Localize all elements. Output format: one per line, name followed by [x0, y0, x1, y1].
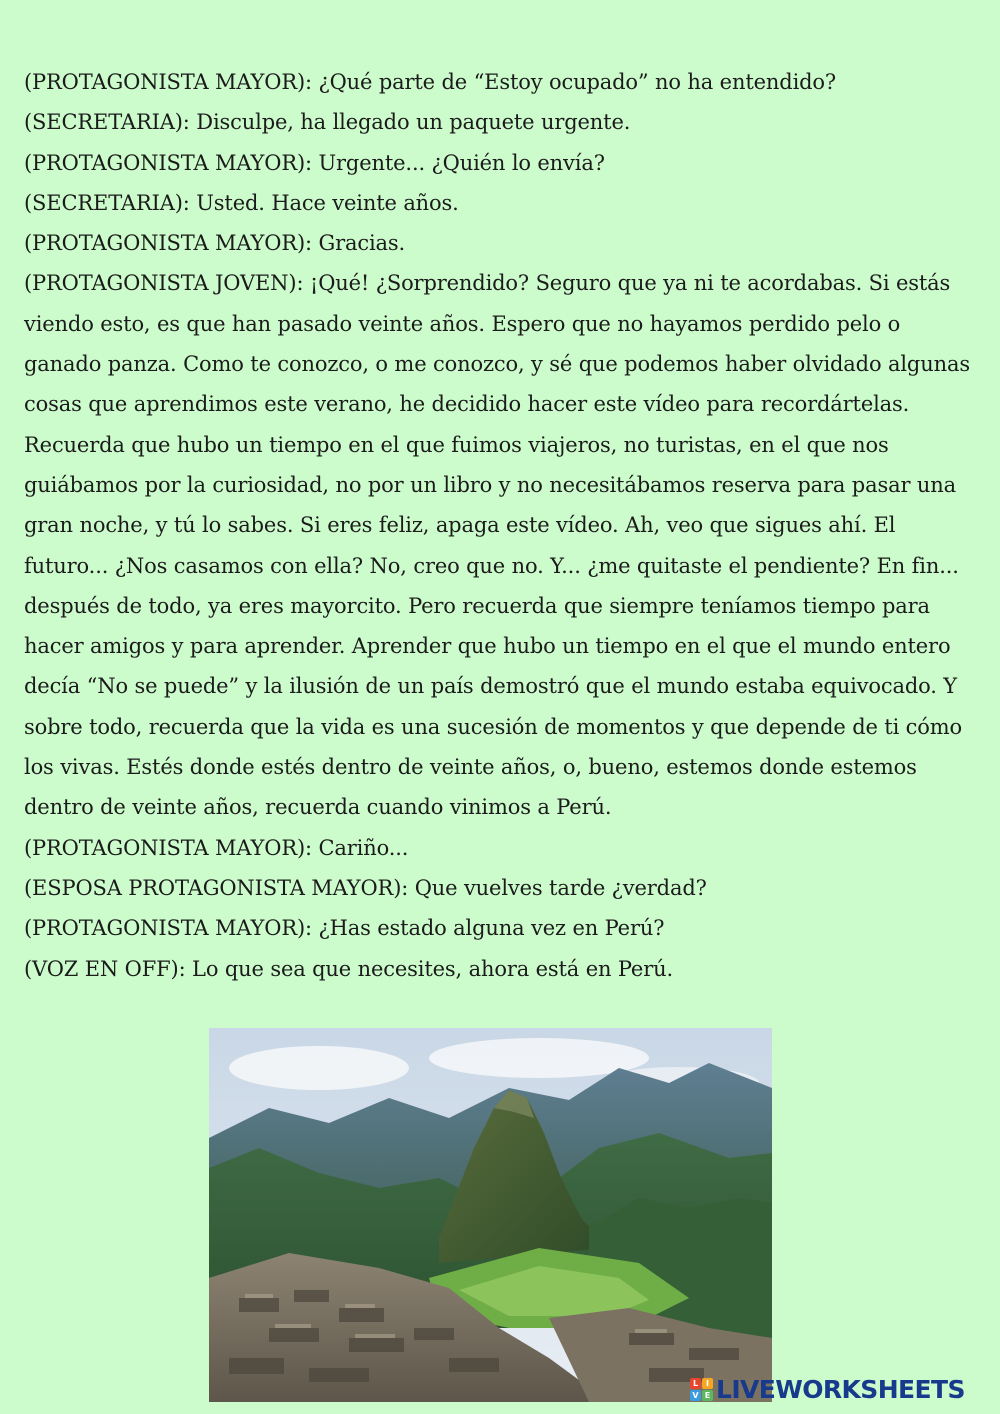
dialogue-text	[24, 62, 976, 989]
dialogue-line: (VOZ EN OFF): Lo que sea que necesites, ahora está en Perú.	[24, 956, 673, 981]
dialogue-line: (PROTAGONISTA MAYOR): Gracias.	[24, 231, 406, 256]
liveworksheets-logo	[690, 1374, 965, 1404]
dialogue-line: (PROTAGONISTA MAYOR): ¿Has estado alguna vez en Perú?	[24, 916, 665, 941]
badge-letter: V	[690, 1390, 701, 1401]
machu-picchu-photo	[209, 1028, 772, 1402]
dialogue-line: (SECRETARIA): Disculpe, ha llegado un paquete urgente.	[24, 110, 631, 135]
dialogue-line: (PROTAGONISTA MAYOR): ¿Qué parte de “Estoy ocupado” no ha entendido?	[24, 70, 837, 94]
dialogue-line: (PROTAGONISTA MAYOR): Urgente... ¿Quién lo envía?	[24, 150, 605, 175]
dialogue-line: (SECRETARIA): Usted. Hace veinte años.	[24, 190, 459, 215]
badge-letter: L	[690, 1378, 701, 1389]
logo-wordmark: LIVEWORKSHEETS	[716, 1374, 965, 1404]
dialogue-line: (PROTAGONISTA JOVEN): ¡Qué! ¿Sorprendido? Seguro que ya ni te acordabas. Si estás viendo esto, es que han pasado veinte años. Espero que no hayamos perdido pelo o ganado panza. Como te conozco, o me conozco, y sé que podemos haber olvidado algunas cosas que aprendimos este verano, he decidido hacer este vídeo para recordártelas. Recuerda que hubo un tiempo en el que fuimos viajeros, no turistas, en el que nos guiábamos por la curiosidad, no por un libro y no necesitábamos reserva para pasar una gran noche, y tú lo sabes. Si eres feliz, apaga este vídeo. Ah, veo que sigues ahí. El futuro... ¿Nos casamos con ella? No, creo que no. Y... ¿me quitaste el pendiente? En fin... después de todo, ya eres mayorcito. Pero recuerda que siempre teníamos tiempo para hacer amigos y para aprender. Aprender que hubo un tiempo en el que el mundo entero decía “No se puede” y la ilusión de un país demostró que el mundo estaba equivocado. Y sobre todo, recuerda que la vida es una sucesión de momentos y que depende de ti cómo los vivas. Estés donde estés dentro de veinte años, o, bueno, estemos donde estemos dentro de veinte años, recuerda cuando vinimos a Perú.	[24, 271, 970, 820]
logo-badge-icon	[690, 1378, 713, 1401]
dialogue-line: (PROTAGONISTA MAYOR): Cariño...	[24, 835, 409, 860]
badge-letter: E	[702, 1390, 713, 1401]
badge-letter: I	[702, 1378, 713, 1389]
dialogue-line: (ESPOSA PROTAGONISTA MAYOR): Que vuelves tarde ¿verdad?	[24, 875, 707, 900]
